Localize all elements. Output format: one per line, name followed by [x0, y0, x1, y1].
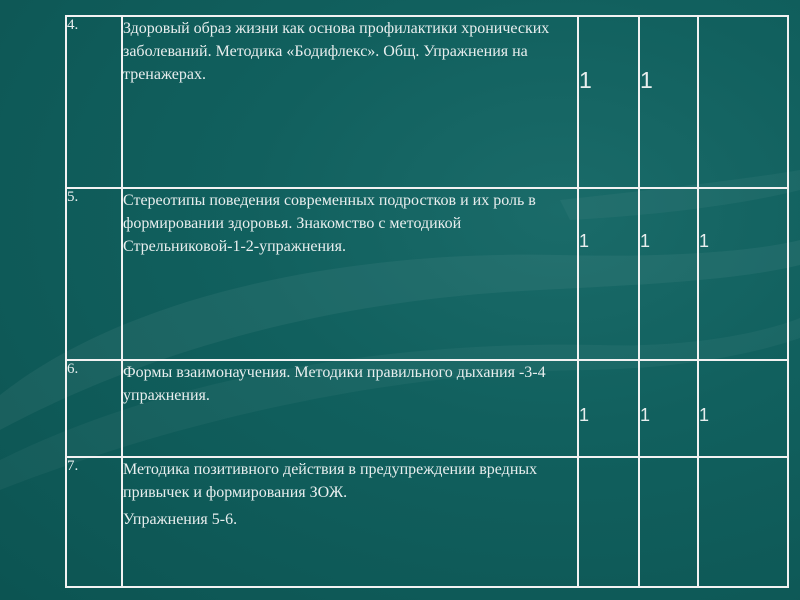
hours-cell: 1 — [698, 188, 788, 360]
row-number: 4. — [66, 16, 122, 188]
row-number: 7. — [66, 457, 122, 587]
topic-text: Здоровый образ жизни как основа профилактики хронических заболеваний. Методика «Бодифлекс». Общ. Упражнения на тренажерах. — [123, 20, 550, 83]
topic-cell — [122, 188, 578, 360]
row-number: 5. — [66, 188, 122, 360]
topic-cell — [122, 457, 578, 587]
hours-cell — [698, 457, 788, 587]
topic-text: Формы взаимонаучения. Методики правильного дыхания -3-4 упражнения. — [123, 364, 546, 404]
table-row — [66, 360, 788, 457]
topic-text: Методика позитивного действия в предупреждении вредных привычек и формирования ЗОЖ. — [123, 461, 538, 501]
hours-cell: 1 — [639, 360, 698, 457]
topic-cell — [122, 16, 578, 188]
table-row — [66, 16, 788, 188]
table-row — [66, 457, 788, 587]
hours-cell — [578, 457, 639, 587]
hours-cell: 1 — [639, 16, 698, 188]
row-number: 6. — [66, 360, 122, 457]
topic-cell — [122, 360, 578, 457]
table-row — [66, 188, 788, 360]
hours-cell — [639, 457, 698, 587]
topic-text: Упражнения 5-6. — [123, 511, 238, 528]
hours-cell: 1 — [698, 360, 788, 457]
hours-cell: 1 — [578, 16, 639, 188]
topic-text: Стереотипы поведения современных подростков и их роль в формировании здоровья. Знакомство с методикой Стрельниковой-1-2-упражнения. — [123, 192, 536, 255]
hours-cell: 1 — [578, 360, 639, 457]
hours-cell — [698, 16, 788, 188]
hours-cell: 1 — [578, 188, 639, 360]
hours-cell: 1 — [639, 188, 698, 360]
lesson-plan-table — [65, 15, 789, 588]
